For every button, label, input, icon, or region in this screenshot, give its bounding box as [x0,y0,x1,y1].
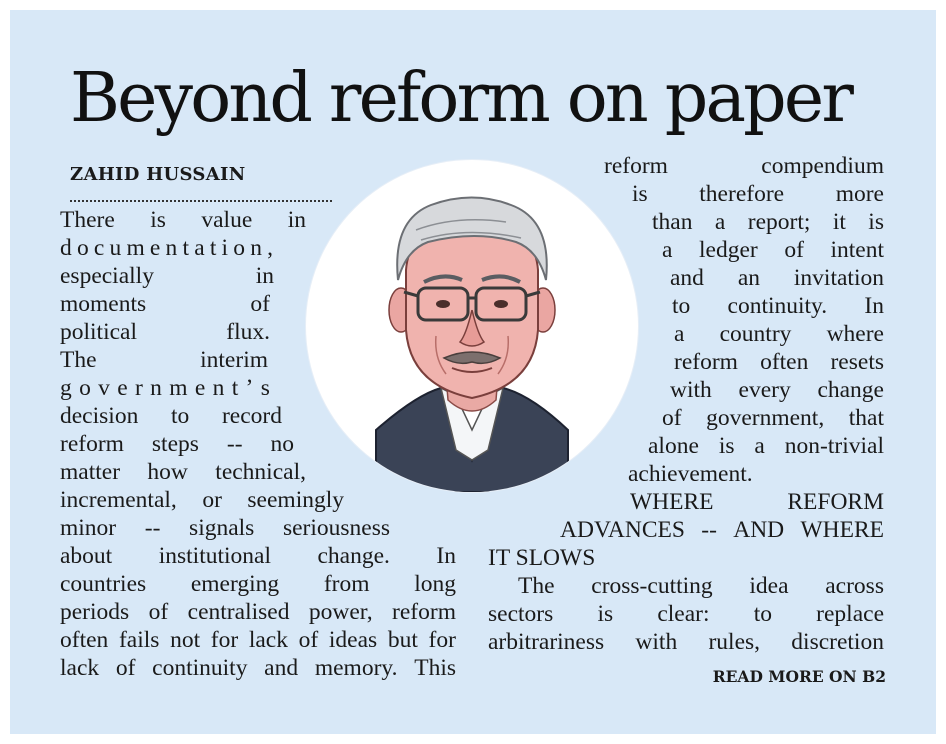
body-line: reform often resets [674,349,884,375]
body-line: political flux. [60,319,270,345]
author-byline: ZAHID HUSSAIN [70,164,246,185]
body-line: especially in [60,263,274,289]
body-line: of government, that [662,405,884,431]
body-line: There is value in [60,207,306,233]
body-line: is therefore more [632,181,884,207]
subhead-line: WHERE REFORM [630,489,884,515]
author-portrait-illustration [306,160,638,492]
author-portrait [306,160,638,492]
body-line: to continuity. In [672,293,884,319]
body-line: alone is a non-trivial [648,433,884,459]
body-line: than a report; it is [652,209,884,235]
body-line: countries emerging from long [60,571,456,597]
body-line: minor -- signals seriousness [60,515,390,541]
body-line: reform compendium [604,153,884,179]
body-line: decision to record [60,403,282,429]
body-line: arbitrariness with rules, discretion [488,629,884,655]
body-line: about institutional change. In [60,543,456,569]
body-line: periods of centralised power, reform [60,599,456,625]
read-more-link[interactable]: READ MORE ON B2 [712,667,886,686]
body-line: achievement. [628,461,753,487]
body-line: often fails not for lack of ideas but for [60,627,456,653]
body-line: a country where [674,321,884,347]
body-line: a ledger of intent [662,237,884,263]
body-line: matter how technical, [60,459,306,485]
body-line: and an invitation [670,265,884,291]
body-line: lack of continuity and memory. This [60,655,456,681]
body-line: The interim [60,347,268,373]
body-line: with every change [670,377,884,403]
headline: Beyond reform on paper [70,59,852,138]
body-line: incremental, or seemingly [60,487,344,513]
subhead-line: IT SLOWS [488,545,596,571]
body-line: The cross-cutting idea across [518,573,884,599]
body-line: moments of [60,291,270,317]
body-line: d o c u m e n t a t i o n , [60,235,276,261]
subhead-line: ADVANCES -- AND WHERE [560,517,884,543]
body-line: g o v e r n m e n t ’ s [60,375,274,401]
body-line: sectors is clear: to replace [488,601,884,627]
byline-divider [70,200,332,202]
body-line: reform steps -- no [60,431,294,457]
